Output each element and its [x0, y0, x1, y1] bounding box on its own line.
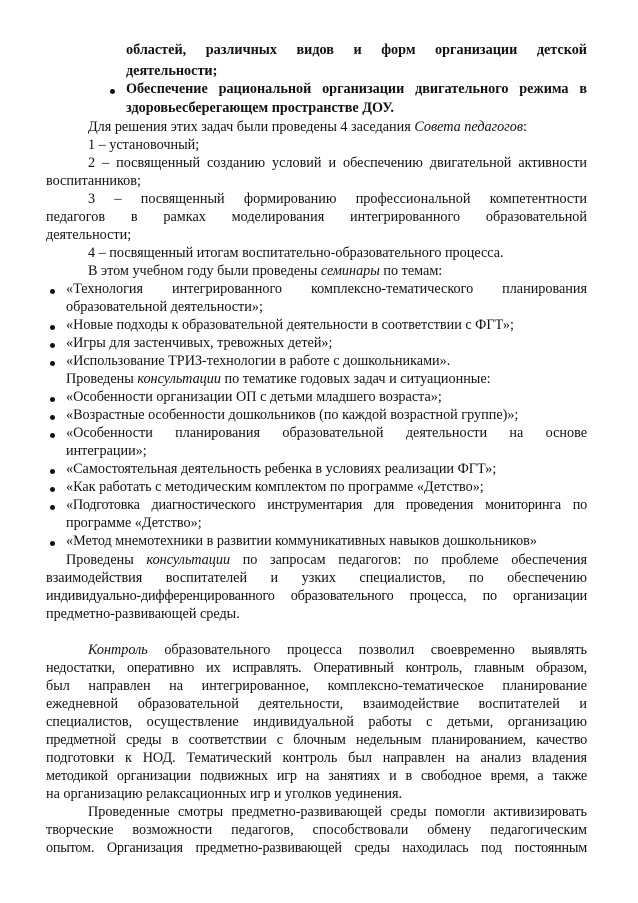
- bullet-icon: [110, 89, 115, 94]
- bullet-icon: [50, 361, 55, 366]
- bullet-icon: [50, 289, 55, 294]
- bullet-icon: [50, 433, 55, 438]
- bullet-icon: [50, 469, 55, 474]
- bullet-icon: [50, 487, 55, 492]
- council-item-cont: воспитанников;: [46, 173, 141, 189]
- consultation-item: «Самостоятельная деятельность ребенка в условиях реализации ФГТ»;: [66, 461, 497, 477]
- control-paragraph-line: предметной среды в соответствии с блочным недельным планированием, качество: [46, 732, 587, 748]
- council-item: 4 – посвященный итогам воспитательно-образовательного процесса.: [88, 245, 504, 261]
- consultation-item: «Особенности планирования образовательной деятельности на основе: [66, 425, 587, 441]
- bullet-item-line: Обеспечение рациональной организации двигательного режима в: [126, 81, 587, 97]
- reviews-paragraph-line: Проведенные смотры предметно-развивающей среды помогли активизировать: [88, 804, 587, 820]
- seminar-item: «Технология интегрированного комплексно-тематического планирования: [66, 281, 587, 297]
- seminars-intro: В этом учебном году были проведены семинары по темам:: [88, 263, 443, 279]
- reviews-paragraph-line: опытом. Организация предметно-развивающей среды находилась под постоянным: [46, 840, 587, 856]
- consultation-item: «Подготовка диагностического инструментария для проведения мониторинга по: [66, 497, 587, 513]
- control-paragraph-line: методикой организации подвижных игр на занятиях и в свободное время, а также: [46, 768, 587, 784]
- council-item: 1 – установочный;: [88, 137, 200, 153]
- consultation-item: «Метод мнемотехники в развитии коммуникативных навыков дошкольников»: [66, 533, 537, 549]
- consultation-item: «Как работать с методическим комплектом по программе «Детство»;: [66, 479, 484, 495]
- bullet-icon: [50, 397, 55, 402]
- bullet-icon: [50, 541, 55, 546]
- seminar-item: «Новые подходы к образовательной деятельности в соответствии с ФГТ»;: [66, 317, 514, 333]
- bullet-icon: [50, 325, 55, 330]
- consultations-intro: Проведены консультации по тематике годовых задач и ситуационные:: [66, 371, 491, 387]
- requests-paragraph-line: индивидуально-дифференцированного образовательного процесса, по организации: [46, 588, 587, 604]
- seminar-item: «Использование ТРИЗ-технологии в работе с дошкольниками».: [66, 353, 451, 369]
- council-item-cont: педагогов в рамках моделирования интегрированного образовательной: [46, 209, 587, 225]
- control-paragraph-line: Контроль образовательного процесса позволил своевременно выявлять: [88, 642, 587, 658]
- control-paragraph-line: ежедневной образовательной деятельности, взаимодействие воспитателей и: [46, 696, 587, 712]
- bullet-continuation-line: областей, различных видов и форм организации детской: [126, 42, 587, 58]
- requests-paragraph-line: предметно-развивающей среды.: [46, 606, 240, 622]
- reviews-paragraph-line: творческие возможности педагогов, способствовали обмену педагогическим: [46, 822, 587, 838]
- seminar-item-cont: образовательной деятельности»;: [66, 299, 263, 315]
- requests-paragraph-line: взаимодействия воспитателей и узких специалистов, по обеспечению: [46, 570, 587, 586]
- control-paragraph-line: подготовки к НОД. Тематический контроль был направлен на анализ владения: [46, 750, 587, 766]
- council-item-cont: деятельности;: [46, 227, 132, 243]
- bullet-icon: [50, 505, 55, 510]
- council-item: 2 – посвященный созданию условий и обеспечению двигательной активности: [88, 155, 587, 171]
- consultation-item-cont: программе «Детство»;: [66, 515, 202, 531]
- consultation-item: «Особенности организации ОП с детьми младшего возраста»;: [66, 389, 442, 405]
- control-paragraph-line: на организацию релаксационных игр и уголков уединения.: [46, 786, 403, 802]
- bullet-item-line: здоровьесберегающем пространстве ДОУ.: [126, 100, 394, 116]
- bullet-icon: [50, 415, 55, 420]
- seminar-item: «Игры для застенчивых, тревожных детей»;: [66, 335, 333, 351]
- consultation-item-cont: интеграции»;: [66, 443, 147, 459]
- bullet-continuation-line: деятельности;: [126, 63, 218, 79]
- requests-paragraph-line: Проведены консультации по запросам педагогов: по проблеме обеспечения: [66, 552, 587, 568]
- council-item: 3 – посвященный формированию профессиональной компетентности: [88, 191, 587, 207]
- control-paragraph-line: специалистов, осуществление индивидуальной работы с детьми, организацию: [46, 714, 587, 730]
- control-paragraph-line: был направлен на интегрированное, комплексно-тематическое планирование: [46, 678, 587, 694]
- councils-intro: Для решения этих задач были проведены 4 заседания Совета педагогов:: [88, 119, 527, 135]
- bullet-icon: [50, 343, 55, 348]
- control-paragraph-line: недостатки, оперативно их исправлять. Оперативный контроль, главным образом,: [46, 660, 587, 676]
- consultation-item: «Возрастные особенности дошкольников (по каждой возрастной группе)»;: [66, 407, 519, 423]
